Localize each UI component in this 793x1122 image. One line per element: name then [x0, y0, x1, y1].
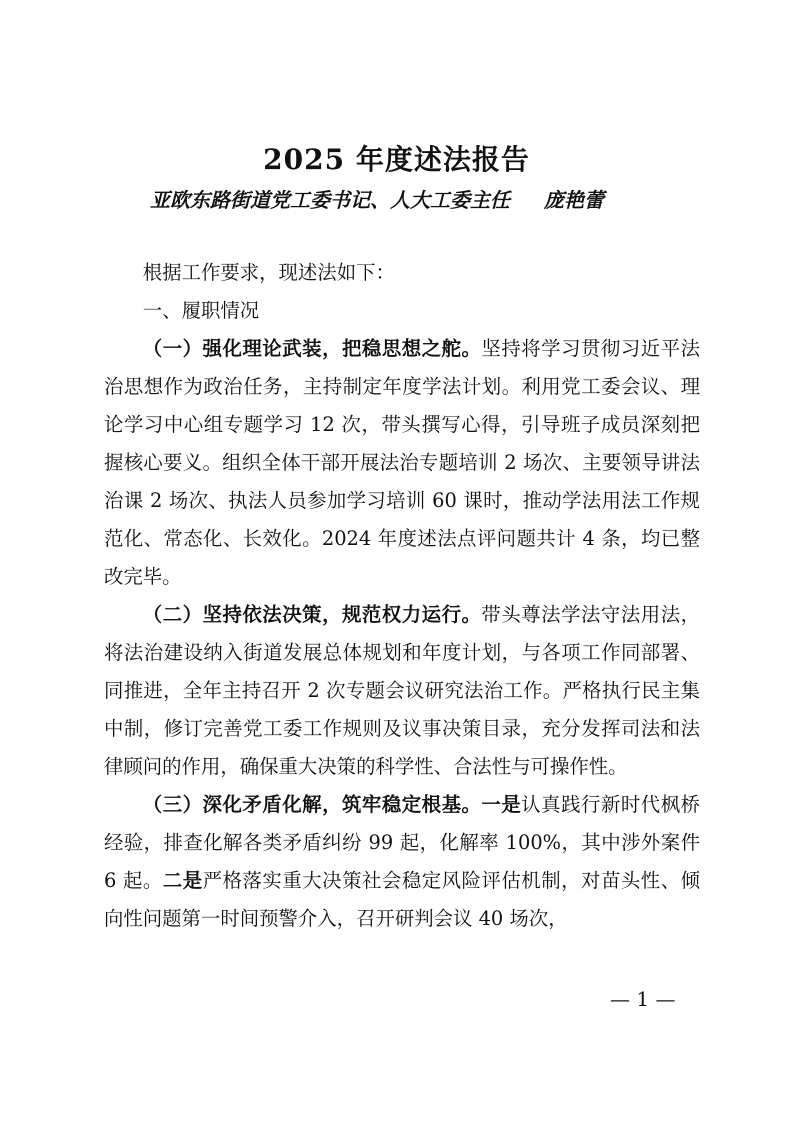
- item-3-part2-lead: 二是: [162, 869, 203, 892]
- author-name: 庞艳蕾: [544, 188, 604, 212]
- page-number: — 1 —: [610, 987, 676, 1011]
- item-text-1: 坚持将学习贯彻习近平法治思想作为政治任务，主持制定年度学法计划。利用党工委会议、理论学习中心组专题学习 12 次，带头撰写心得，引导班子成员深刻把握核心要义。组织全体干部开展法治专题培训 2 场次、主要领导讲法治课 2 场次、执法人员参加学习培训 60 课时，推动学法用法工作规范化、常态化、长效化。2024 年度述法点评问题共计 4 条，均已整改完毕。: [104, 337, 701, 588]
- item-3-part1-lead: 一是: [481, 793, 522, 816]
- document-body: [104, 254, 700, 938]
- document-title: 2025 年度述法报告: [263, 143, 530, 176]
- document-subtitle: [150, 184, 670, 216]
- item-paragraph-2: [104, 596, 700, 786]
- item-paragraph-3: [104, 786, 700, 938]
- item-text-2: 带头尊法学法守法用法，将法治建设纳入街道发展总体规划和年度计划，与各项工作同部署、同推进，全年主持召开 2 次专题会议研究法治工作。严格执行民主集中制，修订完善党工委工作规则及议事决策目录，充分发挥司法和法律顾问的作用，确保重大决策的科学性、合法性与可操作性。: [104, 603, 701, 778]
- item-3-part1-text: 认真践行新时代枫桥经验，排查化解各类矛盾纠纷 99 起，化解率 100%，其中涉外案件 6 起。: [104, 793, 701, 892]
- item-paragraph-1: [104, 330, 700, 596]
- section-heading: 一、履职情况: [142, 299, 260, 322]
- item-lead-1: （一）强化理论武装，把稳思想之舵。: [142, 337, 482, 360]
- intro-paragraph: 根据工作要求，现述法如下：: [142, 261, 395, 284]
- item-lead-2: （二）坚持依法决策，规范权力运行。: [142, 603, 482, 626]
- item-lead-3: （三）深化矛盾化解，筑牢稳定根基。: [142, 793, 482, 816]
- author-role: 亚欧东路街道党工委书记、人大工委主任: [150, 188, 510, 212]
- item-3-part2-text: 严格落实重大决策社会稳定风险评估机制，对苗头性、倾向性问题第一时间预警介入，召开研判会议 40 场次，: [104, 869, 700, 930]
